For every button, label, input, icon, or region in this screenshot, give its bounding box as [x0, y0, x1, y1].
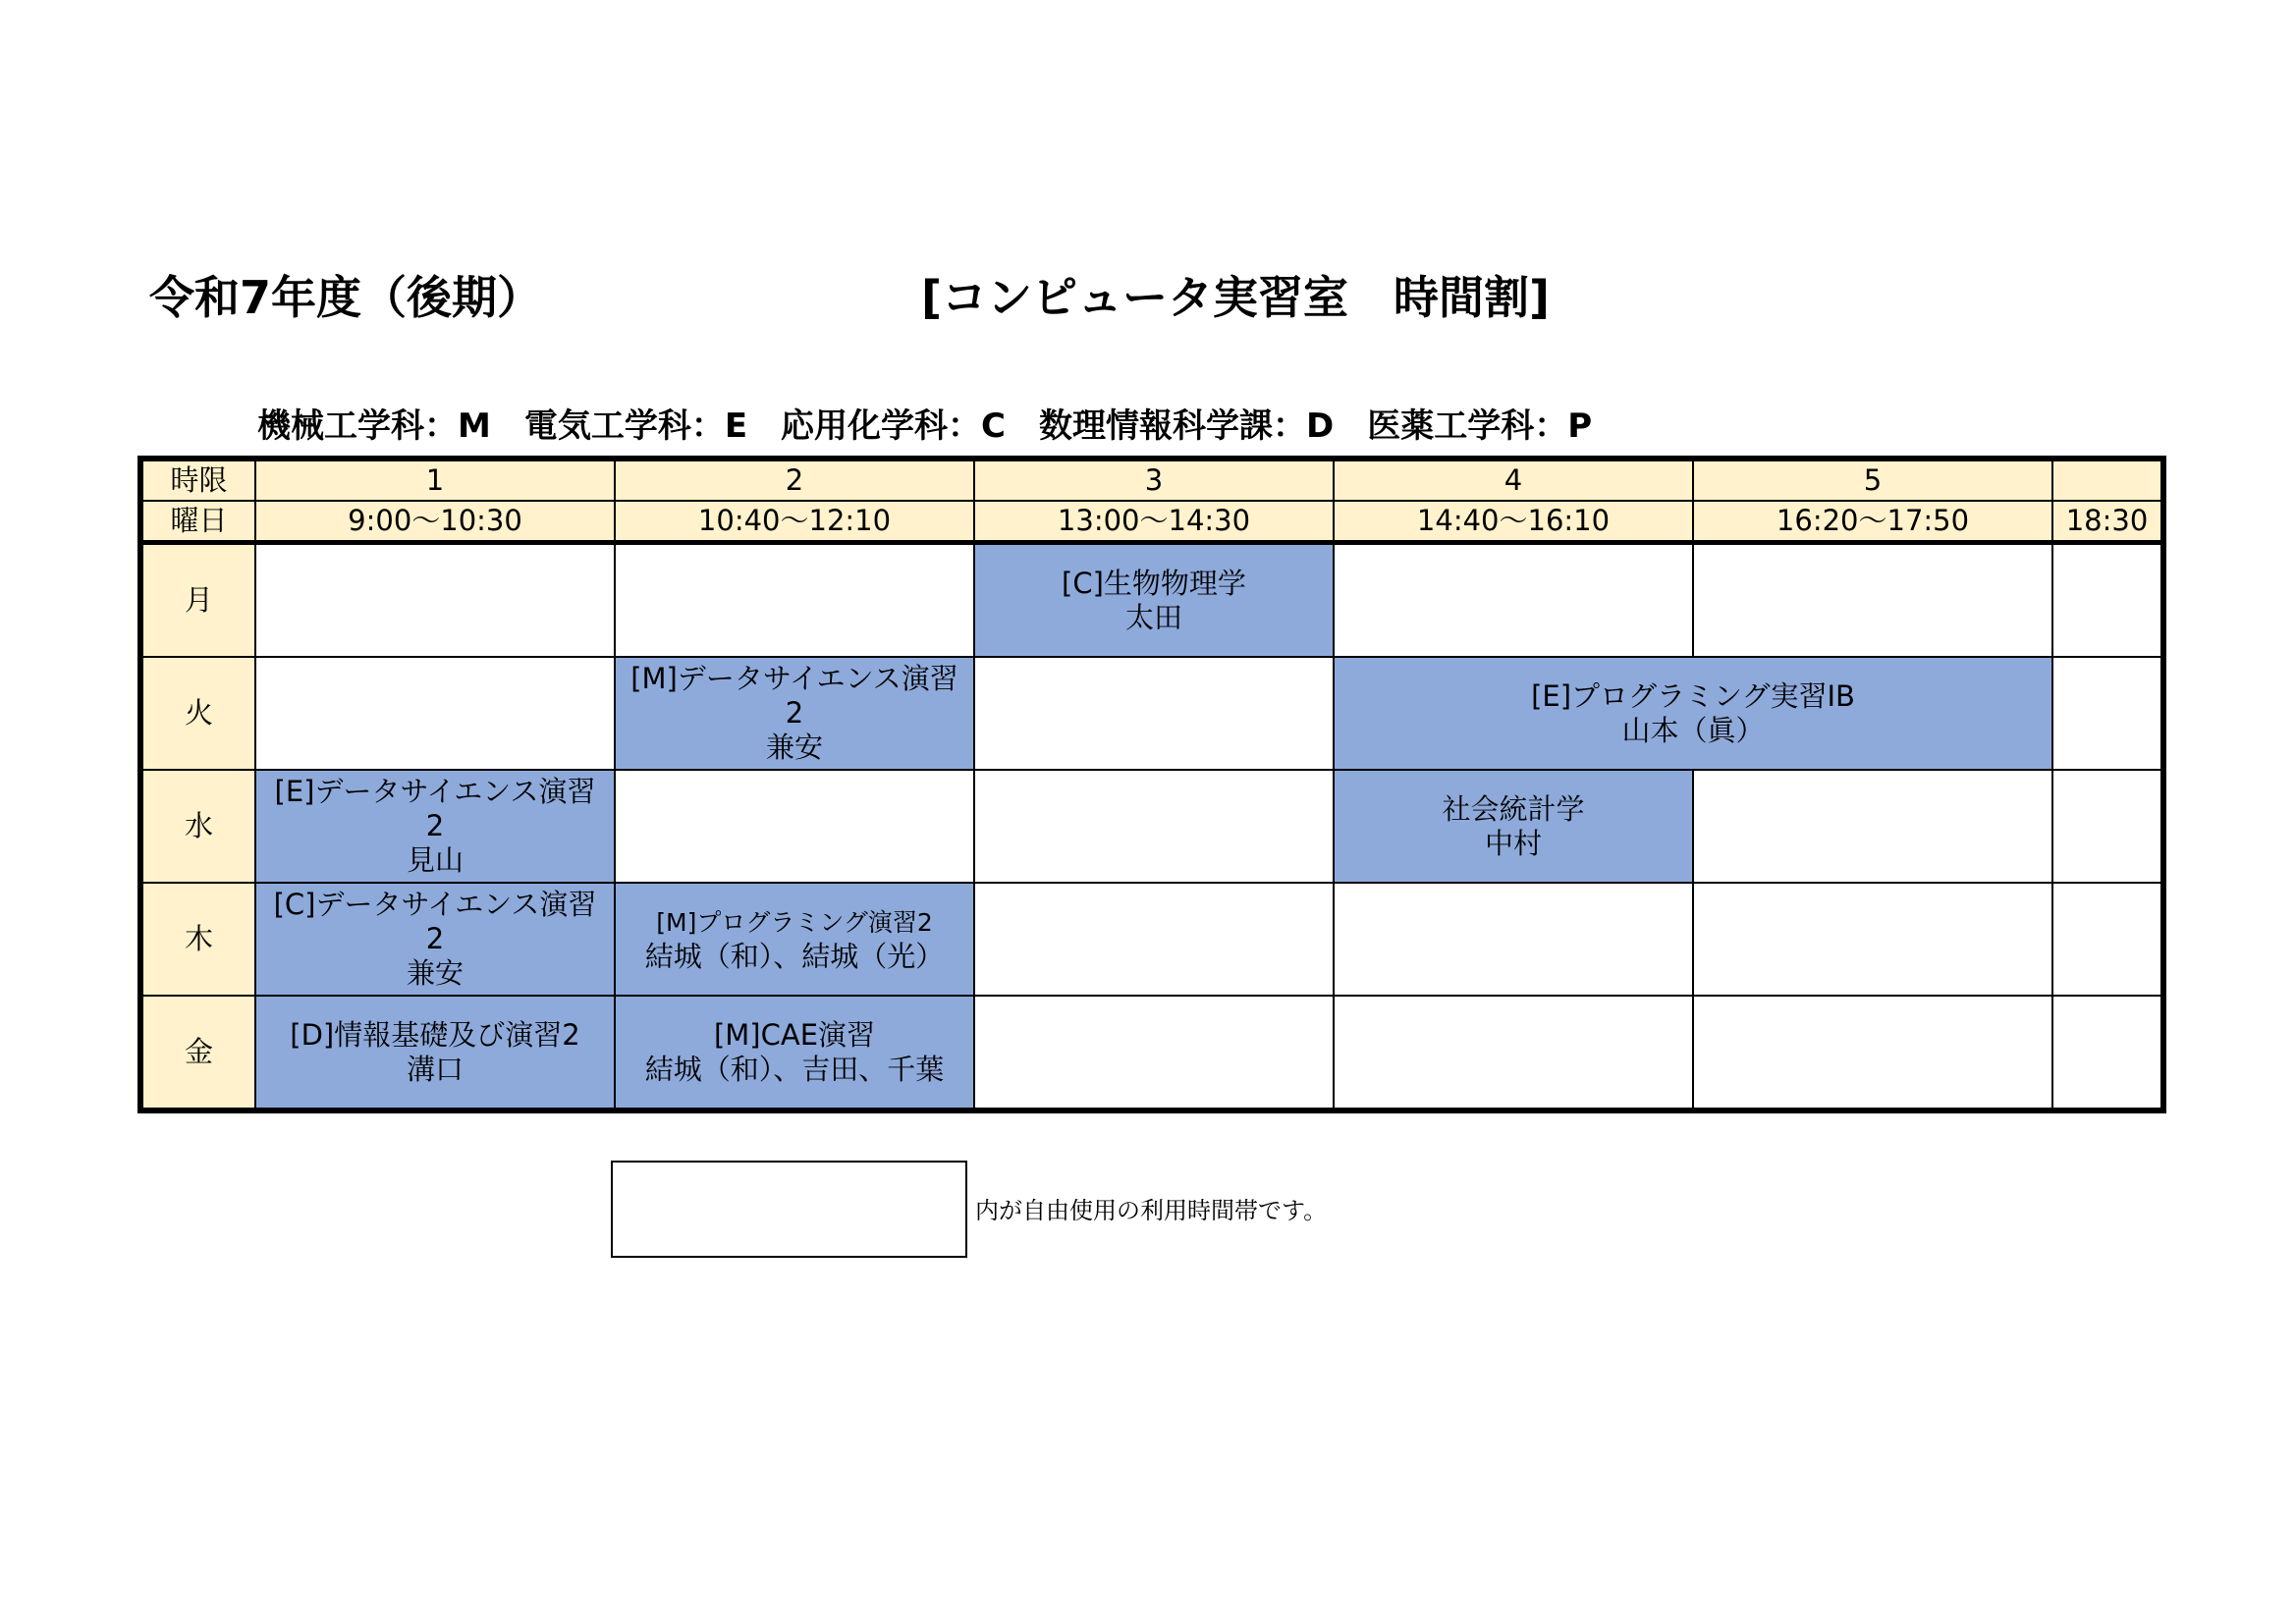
class-title: [D]情報基礎及び演習2 [290, 1017, 580, 1052]
empty-cell [615, 543, 974, 658]
class-title-cont: 2 [425, 809, 445, 842]
year-title: 令和7年度（後期） [149, 271, 543, 324]
time-2: 10:40～12:10 [615, 501, 974, 543]
class-teacher: 溝口 [406, 1052, 464, 1086]
empty-cell [1693, 770, 2052, 883]
class-teacher: 結城（和）、結城（光） [644, 939, 945, 973]
time-4: 14:40～16:10 [1334, 501, 1693, 543]
empty-cell [974, 657, 1334, 770]
class-wed-p1 [255, 770, 615, 883]
period-2: 2 [615, 459, 974, 501]
free-use-legend-text: 内が自由使用の利用時間帯です。 [975, 1197, 1328, 1224]
row-thursday [140, 883, 2163, 996]
empty-cell [615, 770, 974, 883]
period-6 [2052, 459, 2163, 501]
class-title-cont: 2 [425, 922, 445, 955]
period-3: 3 [974, 459, 1334, 501]
class-title: [M]プログラミング演習2 [656, 907, 933, 937]
row-tuesday [140, 657, 2163, 770]
period-5: 5 [1693, 459, 2052, 501]
department-legend: 機械工学科：M 電気工学科：E 応用化学科：C 数理情報科学課：D 医薬工学科：P [257, 406, 1593, 446]
day-wednesday: 水 [140, 770, 255, 883]
period-4: 4 [1334, 459, 1693, 501]
empty-cell [255, 657, 615, 770]
class-tue-p2 [615, 657, 974, 770]
class-teacher: 結城（和）、吉田、千葉 [644, 1052, 945, 1086]
class-teacher: 見山 [406, 843, 464, 877]
day-thursday: 木 [140, 883, 255, 996]
time-3: 13:00～14:30 [974, 501, 1334, 543]
class-wed-p4 [1334, 770, 1693, 883]
empty-cell [1334, 543, 1693, 658]
period-1: 1 [255, 459, 615, 501]
empty-cell [2052, 657, 2163, 770]
class-teacher: 山本（眞） [1621, 713, 1765, 747]
empty-cell [2052, 996, 2163, 1110]
time-header-row [140, 501, 2163, 543]
class-title-cont: 2 [785, 696, 804, 730]
free-use-legend-box [611, 1161, 967, 1258]
empty-cell [2052, 543, 2163, 658]
period-header-row [140, 459, 2163, 501]
class-mon-p3 [974, 543, 1334, 658]
empty-cell [1334, 996, 1693, 1110]
timetable [137, 456, 2166, 1113]
class-title: [C]データサイエンス演習 [273, 888, 597, 921]
row-wednesday [140, 770, 2163, 883]
empty-cell [1334, 883, 1693, 996]
class-title: [C]生物物理学 [1062, 566, 1246, 600]
class-teacher: 兼安 [406, 956, 464, 990]
empty-cell [1693, 543, 2052, 658]
class-fri-p1 [255, 996, 615, 1110]
empty-cell [974, 996, 1334, 1110]
row-monday [140, 543, 2163, 658]
row-friday [140, 996, 2163, 1110]
day-tuesday: 火 [140, 657, 255, 770]
class-tue-p45 [1334, 657, 2052, 770]
class-thu-p1 [255, 883, 615, 996]
time-6: 18:30 [2052, 501, 2163, 543]
class-fri-p2 [615, 996, 974, 1110]
class-title: 社会統計学 [1442, 791, 1585, 826]
class-title: [E]データサイエンス演習 [274, 775, 596, 808]
class-title: [E]プログラミング実習IB [1531, 678, 1855, 713]
day-friday: 金 [140, 996, 255, 1110]
empty-cell [2052, 883, 2163, 996]
empty-cell [1693, 996, 2052, 1110]
empty-cell [255, 543, 615, 658]
day-monday: 月 [140, 543, 255, 658]
day-label: 曜日 [140, 501, 255, 543]
class-thu-p2 [615, 883, 974, 996]
class-teacher: 兼安 [765, 731, 823, 764]
time-5: 16:20～17:50 [1693, 501, 2052, 543]
empty-cell [1693, 883, 2052, 996]
class-teacher: 中村 [1484, 826, 1542, 860]
empty-cell [974, 770, 1334, 883]
empty-cell [974, 883, 1334, 996]
class-teacher: 太田 [1124, 600, 1182, 634]
room-title: [コンピュータ実習室 時間割] [921, 271, 1551, 324]
class-title: [M]CAE演習 [713, 1017, 876, 1052]
time-1: 9:00～10:30 [255, 501, 615, 543]
empty-cell [2052, 770, 2163, 883]
class-title: [M]データサイエンス演習 [630, 662, 958, 695]
period-label: 時限 [140, 459, 255, 501]
